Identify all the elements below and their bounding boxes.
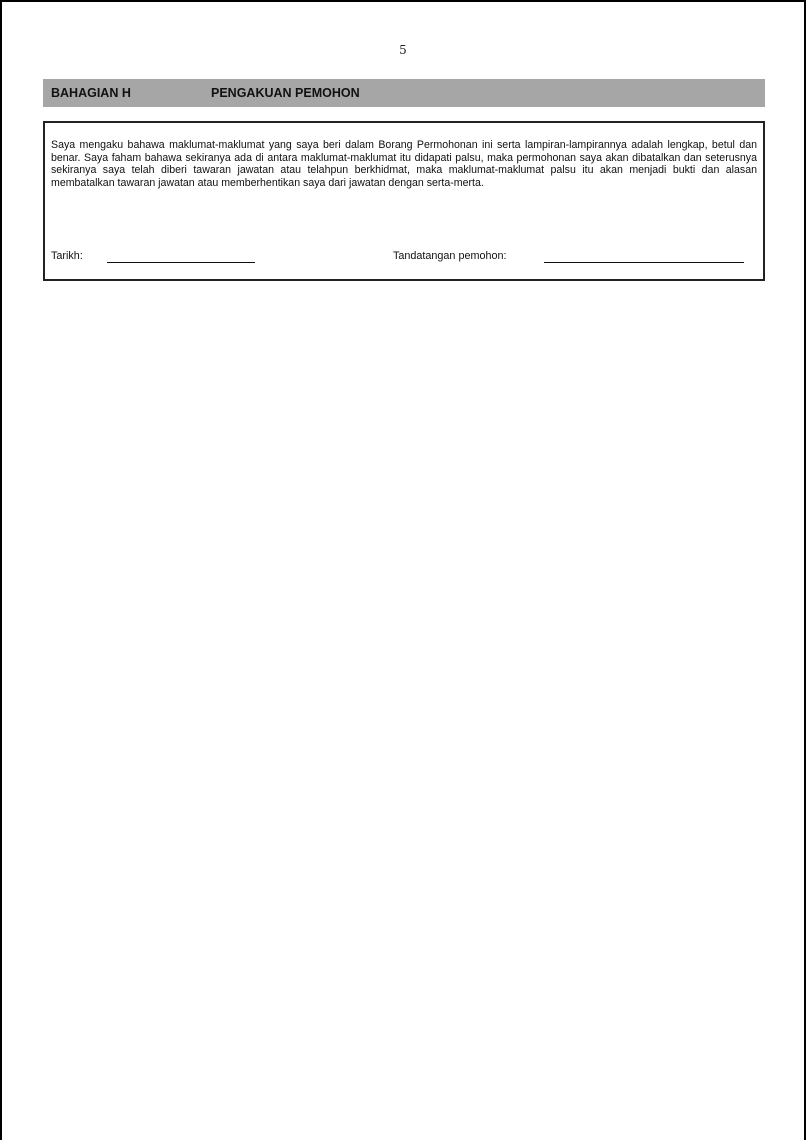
page-number: 5: [399, 43, 407, 57]
declaration-box: [43, 121, 765, 281]
section-title: PENGAKUAN PEMOHON: [211, 86, 360, 100]
signature-field-line[interactable]: [544, 262, 744, 263]
declaration-text: Saya mengaku bahawa maklumat-maklumat yang saya beri dalam Borang Permohonan ini serta lampiran-lampirannya adalah lengkap, betul dan benar. Saya faham bahawa sekiranya ada di antara maklumat-maklumat itu didapati palsu, maka permohonan saya akan dibatalkan dan seterusnya sekiranya saya telah diberi tawaran jawatan atau telahpun berkhidmat, maka maklumat-maklumat palsu itu akan menjadi bukti dan alasan membatalkan tawaran jawatan atau memberhentikan saya dari jawatan dengan serta-merta.: [51, 139, 757, 189]
date-field-line[interactable]: [107, 262, 255, 263]
section-header: [43, 79, 765, 107]
section-code: BAHAGIAN H: [51, 86, 131, 100]
date-label: Tarikh:: [51, 250, 83, 262]
signature-label: Tandatangan pemohon:: [393, 250, 507, 262]
